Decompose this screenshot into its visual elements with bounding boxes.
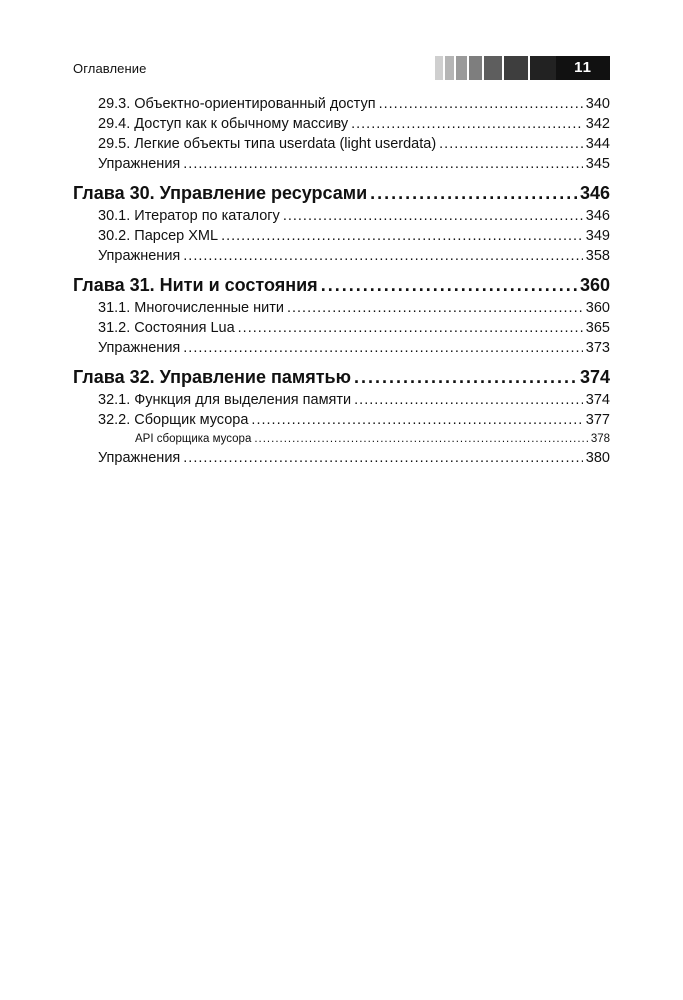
dot-leader	[183, 246, 583, 266]
chapter-title: Глава 31. Нити и состояния	[73, 275, 318, 295]
chapter-page: 374	[579, 367, 610, 387]
header-block	[484, 56, 502, 80]
header-block	[445, 56, 454, 80]
toc-chapter[interactable]	[73, 274, 610, 296]
dot-leader	[221, 226, 583, 246]
header-title: Оглавление	[73, 61, 147, 76]
entry-title: 30.2. Парсер XML	[98, 228, 219, 244]
entry-title: 29.4. Доступ как к обычному массиву	[98, 116, 349, 132]
toc-entry[interactable]	[73, 206, 610, 226]
entry-page: 374	[585, 392, 610, 408]
entry-page: 360	[585, 300, 610, 316]
header-block	[469, 56, 482, 80]
toc-entry[interactable]	[73, 318, 610, 338]
entry-page: 349	[585, 228, 610, 244]
toc-entry[interactable]	[73, 246, 610, 266]
dot-leader	[238, 318, 583, 338]
header-block	[456, 56, 467, 80]
entry-page: 378	[590, 433, 610, 445]
entry-page: 340	[585, 96, 610, 112]
entry-title: 29.5. Легкие объекты типа userdata (light userdata)	[98, 136, 437, 152]
toc-entry[interactable]	[73, 226, 610, 246]
toc-entry[interactable]	[73, 390, 610, 410]
entry-page: 373	[585, 340, 610, 356]
header-block	[504, 56, 528, 80]
dot-leader	[439, 134, 583, 154]
dot-leader	[183, 338, 583, 358]
chapter-page: 360	[579, 275, 610, 295]
entry-title: Упражнения	[98, 156, 181, 172]
chapter-title: Глава 30. Управление ресурсами	[73, 183, 368, 203]
dot-leader	[287, 298, 583, 318]
header-page-number: 11	[556, 56, 610, 80]
dot-leader	[183, 154, 583, 174]
entry-page: 344	[585, 136, 610, 152]
toc-entry[interactable]	[73, 410, 610, 430]
toc-chapter[interactable]	[73, 366, 610, 388]
dot-leader	[251, 410, 582, 430]
entry-title: Упражнения	[98, 248, 181, 264]
toc-entry[interactable]	[73, 338, 610, 358]
entry-title: 32.1. Функция для выделения памяти	[98, 392, 352, 408]
entry-page: 377	[585, 412, 610, 428]
entry-page: 365	[585, 320, 610, 336]
entry-page: 380	[585, 450, 610, 466]
dot-leader	[254, 430, 587, 448]
table-of-contents	[73, 94, 610, 468]
entry-title: API сборщика мусора	[135, 433, 252, 445]
dot-leader	[354, 390, 583, 410]
entry-title: 32.2. Сборщик мусора	[98, 412, 249, 428]
header-block	[435, 56, 443, 80]
entry-page: 342	[585, 116, 610, 132]
dot-leader	[321, 274, 577, 296]
entry-page: 346	[585, 208, 610, 224]
entry-page: 358	[585, 248, 610, 264]
toc-subentry[interactable]	[73, 430, 610, 448]
dot-leader	[370, 182, 577, 204]
toc-chapter[interactable]	[73, 182, 610, 204]
dot-leader	[379, 94, 583, 114]
toc-entry[interactable]	[73, 94, 610, 114]
entry-title: 30.1. Итератор по каталогу	[98, 208, 280, 224]
entry-title: Упражнения	[98, 450, 181, 466]
entry-title: 31.1. Многочисленные нити	[98, 300, 284, 316]
chapter-page: 346	[579, 183, 610, 203]
toc-entry[interactable]	[73, 134, 610, 154]
dot-leader	[183, 448, 583, 468]
chapter-title: Глава 32. Управление памятью	[73, 367, 351, 387]
entry-title: 29.3. Объектно-ориентированный доступ	[98, 96, 376, 112]
toc-entry[interactable]	[73, 154, 610, 174]
running-header	[73, 56, 610, 80]
header-gradient-blocks	[435, 56, 562, 80]
entry-title: 31.2. Состояния Lua	[98, 320, 235, 336]
toc-entry[interactable]	[73, 298, 610, 318]
toc-entry[interactable]	[73, 448, 610, 468]
toc-entry[interactable]	[73, 114, 610, 134]
dot-leader	[351, 114, 583, 134]
dot-leader	[354, 366, 577, 388]
entry-page: 345	[585, 156, 610, 172]
entry-title: Упражнения	[98, 340, 181, 356]
dot-leader	[283, 206, 583, 226]
